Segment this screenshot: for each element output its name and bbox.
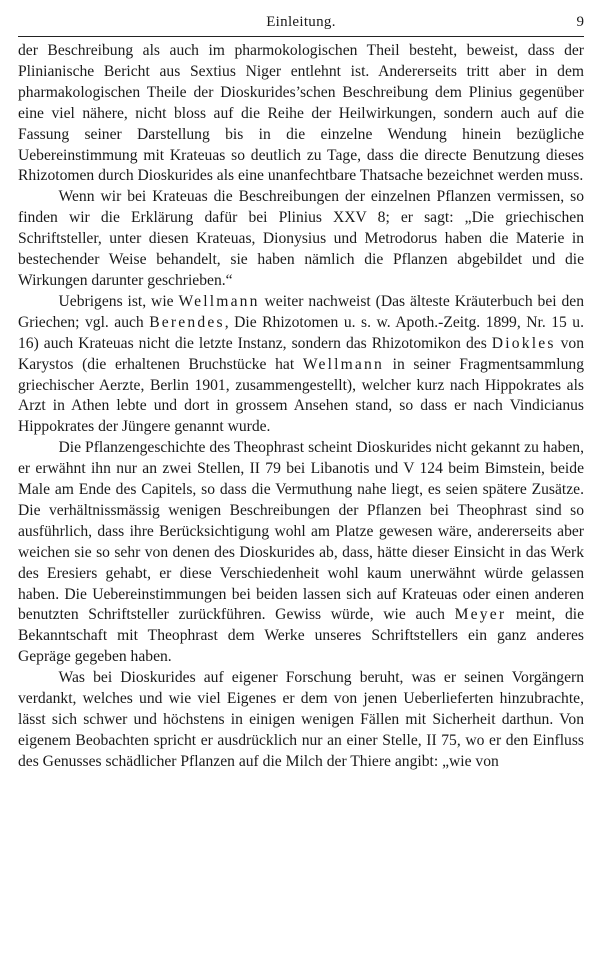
author-name-wellmann: Wellmann <box>302 355 384 373</box>
paragraph-text: Die Pflanzengeschichte des Theophrast scheint Dioskurides nicht gekannt zu haben, er erwähnt ihn nur an zwei Stellen, II 79 bei Libanotis und V 124 beim Bimstein, beide Male am Ende des Capitels, so dass die Vermuthung nahe liegt, es seien spätere Zusätze. Die verhältnissmässig wenigen Beschreibungen der Pflanzen bei Theophrast sind so ausführlich, dass ihre Berücksichtigung wohl am Platze gewesen wäre, andererseits aber weichen sie so sehr von denen des Dioskurides ab, dass, hätte dieser Einsicht in das Werk des Eresiers gehabt, er diese Verschiedenheit wohl kaum unerwähnt würde gelassen haben. Die Uebereinstimmungen bei beiden lassen sich auf Krateuas oder einen anderen benutzten Schriftsteller zurückführen. Gewiss würde, wie auch <box>18 439 584 624</box>
paragraph-3 <box>18 292 584 438</box>
paragraph-text: der Beschreibung als auch im pharmokologischen Theil besteht, beweist, dass der Plinianische Bericht aus Sextius Niger entlehnt ist. Andererseits tritt aber in dem pharmakologischen Theile der Dioskurides’schen Beschreibung dem Plinius gegenüber eine viel nähere, nicht bloss auf die Reihe der Heilwirkungen, sondern auch auf die Fassung seiner Darstellung bis in die einzelne Wendung hinein bezügliche Uebereinstimmung mit Krateuas so deutlich zu Tage, dass die directe Benutzung dieses Rhizotomen durch Dioskurides als eine unanfechtbare Thatsache bezeichnet werden muss. <box>18 42 584 185</box>
book-page <box>18 14 584 773</box>
paragraph-text: weiter nachweist (Das älteste Kräuterbuch bei den Griechen; vgl. auch <box>18 292 584 331</box>
paragraph-text: Was bei Dioskurides auf eigener Forschung beruht, was er seinen Vorgängern verdankt, welches und wie viel Eigenes er dem von jenen Ueberlieferten hinzubrachte, lässt sich schwer und höchstens in einigen wenigen Fällen mit Sicherheit darthun. Von eigenem Beobachten spricht er ausdrücklich nur an einer Stelle, II 75, wo er den Einfluss des Genusses schädlicher Pflanzen auf die Milch der Thiere angibt: „wie von <box>18 669 584 770</box>
paragraph-text: Uebrigens ist, wie <box>58 292 179 310</box>
author-name-diokles: Diokles <box>491 334 556 352</box>
paragraph-5 <box>18 668 584 773</box>
page-number: 9 <box>576 14 584 30</box>
paragraph-text: von Karystos (die erhaltenen Bruchstücke hat <box>18 334 584 373</box>
author-name-wellmann: Wellmann <box>178 292 260 310</box>
running-title: Einleitung. <box>266 14 336 30</box>
author-name-berendes: Berendes <box>149 313 225 331</box>
paragraph-text: meint, die Bekanntschaft mit Theophrast dem Werke unseres Schriftstellers ein ganz anderes Gepräge gegeben haben. <box>18 606 584 666</box>
body-text <box>18 41 584 773</box>
paragraph-4 <box>18 438 584 668</box>
paragraph-text: in seiner Fragmentsammlung griechischer Aerzte, Berlin 1901, zusammengestellt), welcher kurz nach Hippokrates als Arzt in Athen lebte und dort in grossem Ansehen stand, so dass er nach Vindicianus Hippokrates der Jüngere genannt wurde. <box>18 355 584 436</box>
paragraph-2 <box>18 187 584 292</box>
author-name-meyer: Meyer <box>454 606 507 624</box>
paragraph-text: , Die Rhizotomen u. s. w. Apoth.-Zeitg. 1899, Nr. 15 u. 16) auch Krateuas nicht die letzte Instanz, sondern das Rhizotomikon des <box>18 313 584 352</box>
paragraph-1 <box>18 41 584 187</box>
running-header <box>18 14 584 37</box>
paragraph-text: Wenn wir bei Krateuas die Beschreibungen der einzelnen Pflanzen vermissen, so finden wir die Erklärung dafür bei Plinius XXV 8; er sagt: „Die griechischen Schriftsteller, unter diesen Krateuas, Dionysius und Metrodorus haben die Materie in bestechender Weise behandelt, sie haben nämlich die Pflanzen abgebildet und die Wirkungen darunter geschrieben.“ <box>18 188 584 289</box>
